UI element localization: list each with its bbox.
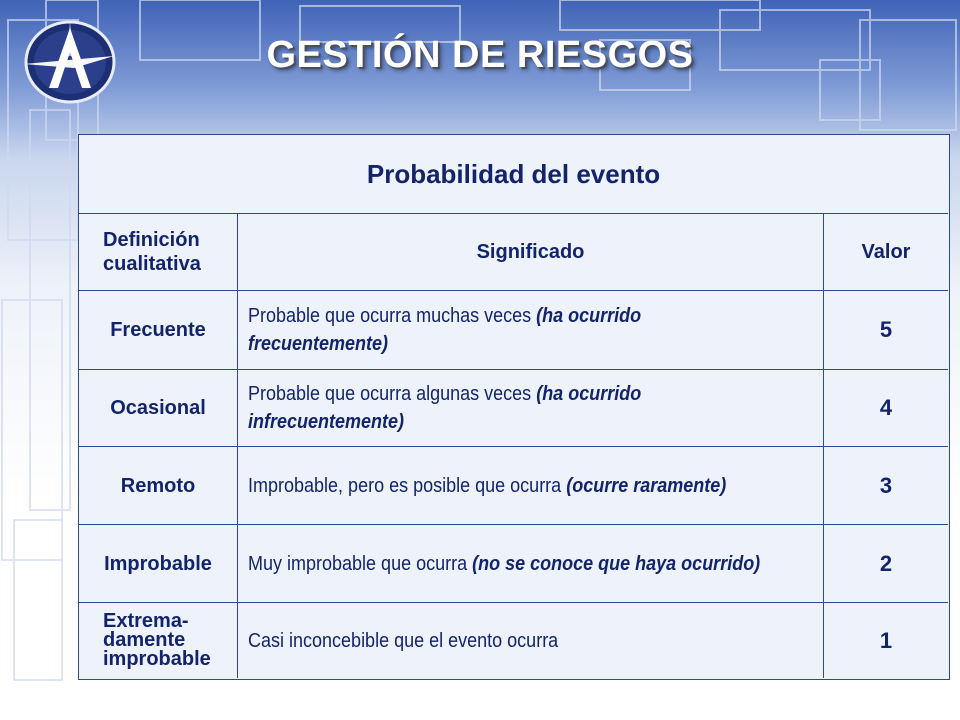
probability-table — [78, 134, 950, 680]
row-valor: 2 — [823, 525, 948, 602]
row-significado — [237, 525, 823, 602]
table-row — [79, 524, 948, 602]
row-valor: 4 — [823, 370, 948, 446]
row-significado-text: Muy improbable que ocurra — [248, 552, 468, 575]
row-significado-text: Improbable, pero es posible que ocurra — [248, 474, 562, 497]
row-definicion: Ocasional — [110, 397, 206, 419]
row-definicion-label: Extrema- damente improbable — [103, 610, 211, 670]
row-definicion: Improbable — [104, 552, 212, 575]
table-heading: Probabilidad del evento — [366, 158, 661, 189]
header-significado: Significado — [237, 214, 823, 290]
row-significado-note: (ha ocurrido frecuentemente) — [248, 305, 642, 355]
row-definicion — [79, 603, 237, 678]
row-significado — [237, 447, 823, 524]
header-definicion-label: Definición cualitativa — [103, 229, 201, 275]
table-row — [79, 369, 948, 446]
row-significado-text: Probable que ocurra algunas veces — [248, 383, 532, 405]
table-header-row — [79, 213, 948, 290]
row-significado-text: Casi inconcebible que el evento ocurra — [248, 629, 559, 652]
row-significado — [237, 370, 823, 446]
header-definicion — [79, 214, 237, 290]
row-valor: 5 — [823, 291, 948, 369]
row-significado-text: Probable que ocurra muchas veces — [248, 305, 532, 327]
table-row — [79, 446, 948, 524]
table-row — [79, 602, 948, 678]
header-valor: Valor — [823, 214, 948, 290]
row-significado-note: (ocurre raramente) — [566, 474, 727, 497]
row-significado — [237, 603, 823, 678]
row-significado — [237, 291, 823, 369]
logo-icon — [14, 12, 124, 108]
page-title: GESTIÓN DE RIESGOS — [266, 34, 694, 76]
row-significado-note: (ha ocurrido infrecuentemente) — [248, 383, 642, 433]
row-valor: 3 — [823, 447, 948, 524]
table-row — [79, 290, 948, 369]
row-significado-note: (no se conoce que haya ocurrido) — [472, 552, 761, 575]
row-definicion: Remoto — [120, 474, 196, 497]
row-definicion: Frecuente — [110, 319, 206, 341]
row-valor: 1 — [823, 603, 948, 678]
